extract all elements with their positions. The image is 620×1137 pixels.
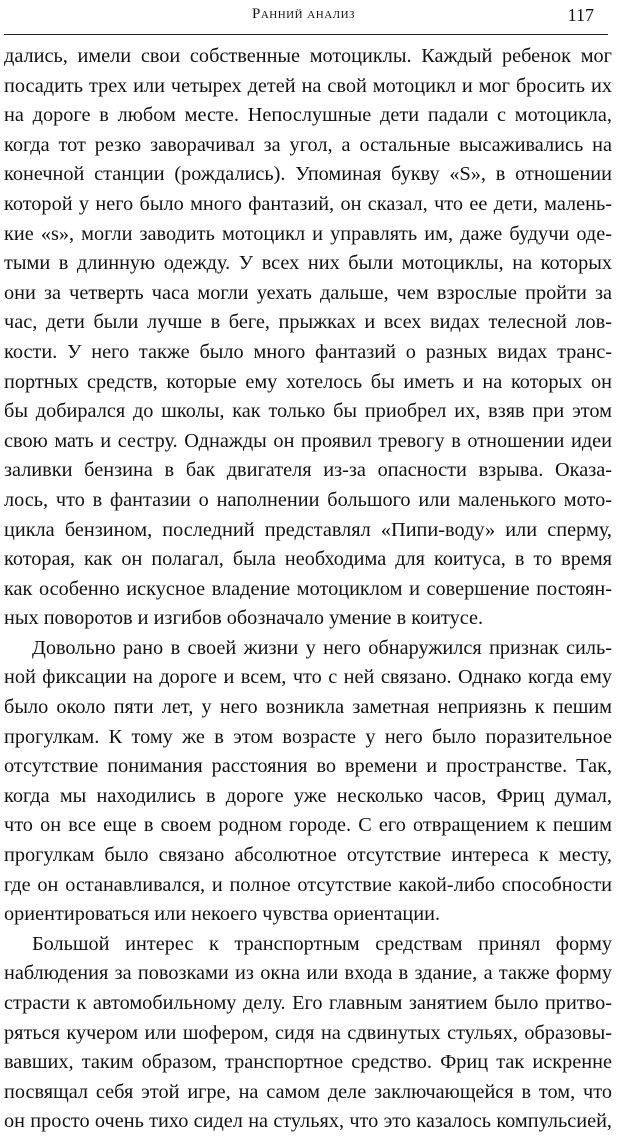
text-line: ной фиксации на дороге и всем, что с ней связано. Однако когда ему xyxy=(4,666,612,689)
text-line: ных поворотов и изгибов обозначало умение в коитусе. xyxy=(4,607,484,630)
text-line: что он все еще в своем родном городе. С его отвращением к пешим xyxy=(4,814,612,837)
text-line: час, дети были лучше в беге, прыжках и всех видах телесной лов- xyxy=(4,311,612,334)
text-line: лось, что в фантазии о наполнении большого или маленького мото- xyxy=(4,488,612,511)
text-line: прогулкам было связано абсолютное отсутствие интереса к месту, xyxy=(4,844,612,867)
running-head xyxy=(4,0,608,35)
text-line: наблюдения за повозками из окна или входа в здание, а также форму xyxy=(4,962,612,985)
text-line: страсти к автомобильному делу. Его главным занятием было притво- xyxy=(4,992,612,1014)
paragraph xyxy=(4,42,612,634)
text-line: конечной станции (рождались). Упоминая букву «S», в отношении xyxy=(4,163,612,186)
text-line: Большой интерес к транспортным средствам принял форму xyxy=(32,932,612,955)
text-line: отсутствие понимания расстояния во времени и пространстве. Так, xyxy=(4,755,612,778)
text-line: они за четверть часа могли уехать дальше, чем взрослые пройти за xyxy=(4,281,612,304)
text-line: свою мать и сестру. Однажды он проявил тревогу в отношении идеи xyxy=(4,429,612,452)
text-line: кости. У него также было много фантазий о разных видах транс- xyxy=(4,340,612,363)
text-line: прогулкам. К тому же в этом возрасте у него было поразительное xyxy=(4,725,612,748)
paragraph xyxy=(4,930,612,1137)
text-line: ряться кучером или шофером, сидя на сдвинутых стульях, образовы- xyxy=(4,1021,612,1044)
text-line: ориентироваться или некоего чувства ориентации. xyxy=(4,903,441,926)
text-line: было около пяти лет, у него возникла заметная неприязнь к пешим xyxy=(4,696,612,719)
text-line: которая, как он полагал, была необходима для коитуса, в то время xyxy=(4,548,612,571)
text-line: которой у него было много фантазий, он сказал, что ее дети, малень- xyxy=(4,192,612,215)
text-line: посадить трех или четырех детей на свой мотоцикл и мог бросить их xyxy=(4,74,612,97)
text-line: заливки бензина в бак двигателя из-за опасности взрыва. Оказа- xyxy=(4,459,612,482)
text-line: бы добирался до школы, как только бы приобрел их, взяв при этом xyxy=(4,400,612,423)
text-line: кие «s», могли заводить мотоцикл и управлять им, даже будучи оде- xyxy=(4,222,612,245)
text-line: на дороге в любом месте. Непослушные дети падали с мотоцикла, xyxy=(4,104,612,127)
text-line: вавших, таким образом, транспортное средство. Фриц так искренне xyxy=(4,1051,612,1074)
body-text xyxy=(4,42,612,1137)
text-line: как особенно искусное владение мотоциклом и совершение постоян- xyxy=(4,577,612,600)
text-line: Довольно рано в своей жизни у него обнаружился признак силь- xyxy=(32,636,612,659)
text-line: когда мы находились в дороге уже несколько часов, Фриц думал, xyxy=(4,784,612,807)
text-line: тыми в длинную одежду. У всех них были мотоциклы, на которых xyxy=(4,252,612,275)
running-title: Ранний анализ xyxy=(252,6,356,22)
text-line: где он останавливался, и полное отсутствие какой-либо способности xyxy=(4,873,612,896)
paragraph xyxy=(4,634,612,930)
text-line: он просто очень тихо сидел на стульях, что это казалось компульсией, xyxy=(4,1110,612,1133)
text-line: посвящал себя этой игре, на самом деле заключающейся в том, что xyxy=(4,1080,612,1103)
page-number: 117 xyxy=(567,5,594,25)
text-line: портных средств, которые ему хотелось бы иметь и на которых он xyxy=(4,370,612,393)
text-line: дались, имели свои собственные мотоциклы. Каждый ребенок мог xyxy=(4,45,612,67)
text-line: когда тот резко заворачивал за угол, а остальные высаживались на xyxy=(4,133,612,156)
text-line: цикла бензином, последний представлял «Пипи-воду» или сперму, xyxy=(4,518,612,541)
